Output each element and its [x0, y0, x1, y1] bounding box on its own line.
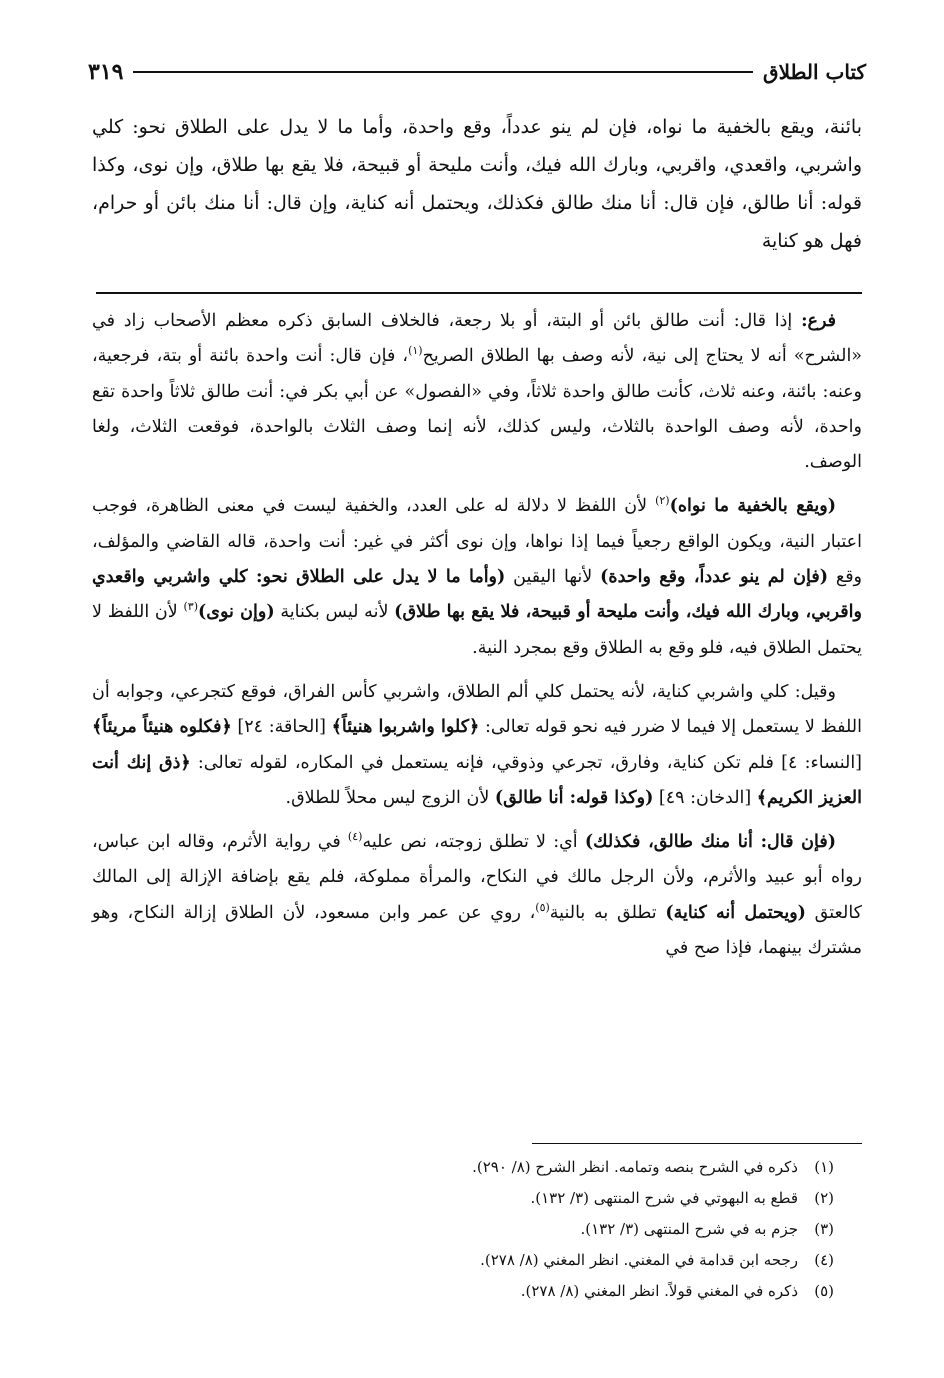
footnote-number: (٢) — [814, 1189, 834, 1207]
text-span: لأن اللفظ لا يحتمل الطلاق فيه، فلو وقع به الطلاق وقع بمجرد النية. — [92, 602, 862, 658]
footnote-text: ذكره في الشرح بنصه وتمامه. انظر الشرح (٨/ ٢٩٠). — [472, 1158, 798, 1176]
sharh-body — [92, 304, 862, 975]
footnotes — [92, 1152, 862, 1307]
footnote-item — [92, 1183, 862, 1214]
text-span: تطلق به بالنية — [549, 902, 666, 923]
matn-separator — [96, 292, 862, 294]
sharh-paragraph-2 — [92, 489, 862, 665]
footnote-text: ذكره في المغني قولاً. انظر المغني (٨/ ٢٧٨). — [520, 1282, 798, 1300]
text-span: في رواية الأثرم، وقاله ابن عباس، رواه أبو عبيد والأثرم، ولأن الرجل مالك في النكاح، والمرأة مملوكة، فلم يقع بإضافة الإزالة إلى المالك كالعتق — [92, 832, 862, 923]
page-header — [88, 52, 866, 92]
matn-quote: (ويحتمل أنه كناية) — [665, 902, 806, 923]
matn-quote: (فإن قال: أنا منك طالق، فكذلك) — [584, 832, 836, 853]
quran-quote: ﴿ذق إنك أنت العزيز الكريم﴾ — [92, 752, 862, 808]
matn-quote: (وكذا قوله: أنا طالق) — [494, 787, 654, 808]
bold-label: فرع: — [801, 311, 836, 331]
sharh-paragraph-4 — [92, 825, 862, 966]
footnote-separator — [532, 1143, 862, 1144]
matn-quote: (وأما ما لا يدل على الطلاق نحو: كلي واشربي واقعدي واقربي، وبارك الله فيك، وأنت مليحة أو قبيحة، فلا يقع بها طلاق) — [92, 567, 862, 623]
page-number: ٣١٩ — [88, 59, 124, 85]
matn-text: بائنة، ويقع بالخفية ما نواه، فإن لم ينو عدداً، وقع واحدة، وأما ما لا يدل على الطلاق نحو: كلي واشربي، واقعدي، واقربي، وبارك الله فيك، وأنت مليحة أو قبيحة، فلا يقع بها طلاق، وإن نوى، وكذا قوله: أنا طالق، فإن قال: أنا منك طالق فكذلك، ويحتمل أنه كناية، وإن قال: أنا منك بائن أو حرام، فهل هو كناية — [92, 116, 862, 252]
sharh-paragraph-1 — [92, 304, 862, 480]
footnote-text: جزم به في شرح المنتهى (٣/ ١٣٢). — [580, 1220, 798, 1238]
quran-quote: ﴿فكلوه هنيئاً مريئاً﴾ — [92, 717, 232, 738]
text-span: لأنها اليقين — [505, 567, 601, 588]
text-span: لأنه ليس بكناية — [274, 602, 395, 623]
text-span: إذا قال: أنت طالق بائن أو البتة، أو بلا رجعة، فالخلاف السابق ذكره معظم الأصحاب زاد في «الشرح» أنه لا يحتاج إلى نية، لأنه وصف بها الطلاق الصريح — [92, 311, 863, 367]
footnote-ref[interactable]: (٣) — [183, 600, 199, 614]
footnote-number: (٤) — [814, 1251, 834, 1269]
text-span: لأن الزوج ليس محلاً للطلاق. — [285, 787, 495, 808]
chapter-title: كتاب الطلاق — [763, 60, 866, 84]
matn-quote: (وإن نوى) — [198, 602, 275, 623]
footnote-ref[interactable]: (٢) — [655, 494, 670, 508]
text-span: لأن اللفظ لا دلالة له على العدد، والخفية ليست في معنى الظاهرة، فوجب اعتبار النية، ويكون الواقع رجعياً فيما إذا نواها، وإن نوى أكثر في غير: أنت واحدة، قاله القاضي والمؤلف، وقع — [92, 496, 863, 588]
footnote-ref[interactable]: (٤) — [347, 830, 363, 844]
footnote-number: (٥) — [814, 1282, 834, 1300]
text-span: [النساء: ٤] فلم تكن كناية، وفارق، تجرعي وذوقي، فإنه يستعمل في المكاره، لقوله تعالى: — [190, 752, 863, 773]
header-rule — [133, 71, 753, 73]
matn-quote: (ويقع بالخفية ما نواه) — [669, 496, 837, 517]
text-span: وقيل: كلي واشربي كناية، لأنه يحتمل كلي ألم الطلاق، واشربي كأس الفراق، فوقع كتجرعي، وجوابه أن اللفظ لا يستعمل إلا فيما لا ضرر فيه نحو قوله تعالى: — [92, 681, 862, 738]
text-span: [الحاقة: ٢٤] — [231, 717, 332, 738]
footnote-item — [92, 1152, 862, 1183]
text-span: [الدخان: ٤٩] — [653, 787, 757, 808]
footnote-ref[interactable]: (٥) — [535, 900, 550, 914]
footnote-text: قطع به البهوتي في شرح المنتهى (٣/ ١٣٢). — [530, 1189, 798, 1207]
text-span: ، فإن قال: أنت واحدة بائنة أو بتة، فرجعية، وعنه: بائنة، وعنه ثلاث، كأنت طالق واحدة ثلاثاً، وفي «الفصول» عن أبي بكر في: أنت طالق ثلاثاً واحدة تقع واحدة، لأنه وصف الواحدة بالثلاث، وليس كذلك، لأنه إنما وصف الثلاث بالواحدة، فوقعت الثلاث، ولغا الوصف. — [92, 346, 862, 473]
footnote-item — [92, 1245, 862, 1276]
footnote-item — [92, 1276, 862, 1307]
footnote-ref[interactable]: (١) — [408, 344, 423, 358]
text-span: ، روي عن عمر وابن مسعود، لأن الطلاق إزالة النكاح، وهو مشترك بينهما، فإذا صح في — [92, 902, 862, 959]
matn-quote: (فإن لم ينو عدداً، وقع واحدة) — [600, 567, 828, 588]
footnote-number: (٣) — [814, 1220, 834, 1238]
footnote-number: (١) — [814, 1158, 834, 1176]
quran-quote: ﴿كلوا واشربوا هنيئاً﴾ — [331, 717, 480, 738]
sharh-paragraph-3 — [92, 675, 862, 816]
footnote-item — [92, 1214, 862, 1245]
footnote-text: رجحه ابن قدامة في المغني. انظر المغني (٨/ ٢٧٨). — [480, 1251, 798, 1269]
text-span: أي: لا تطلق زوجته، نص عليه — [362, 832, 585, 853]
